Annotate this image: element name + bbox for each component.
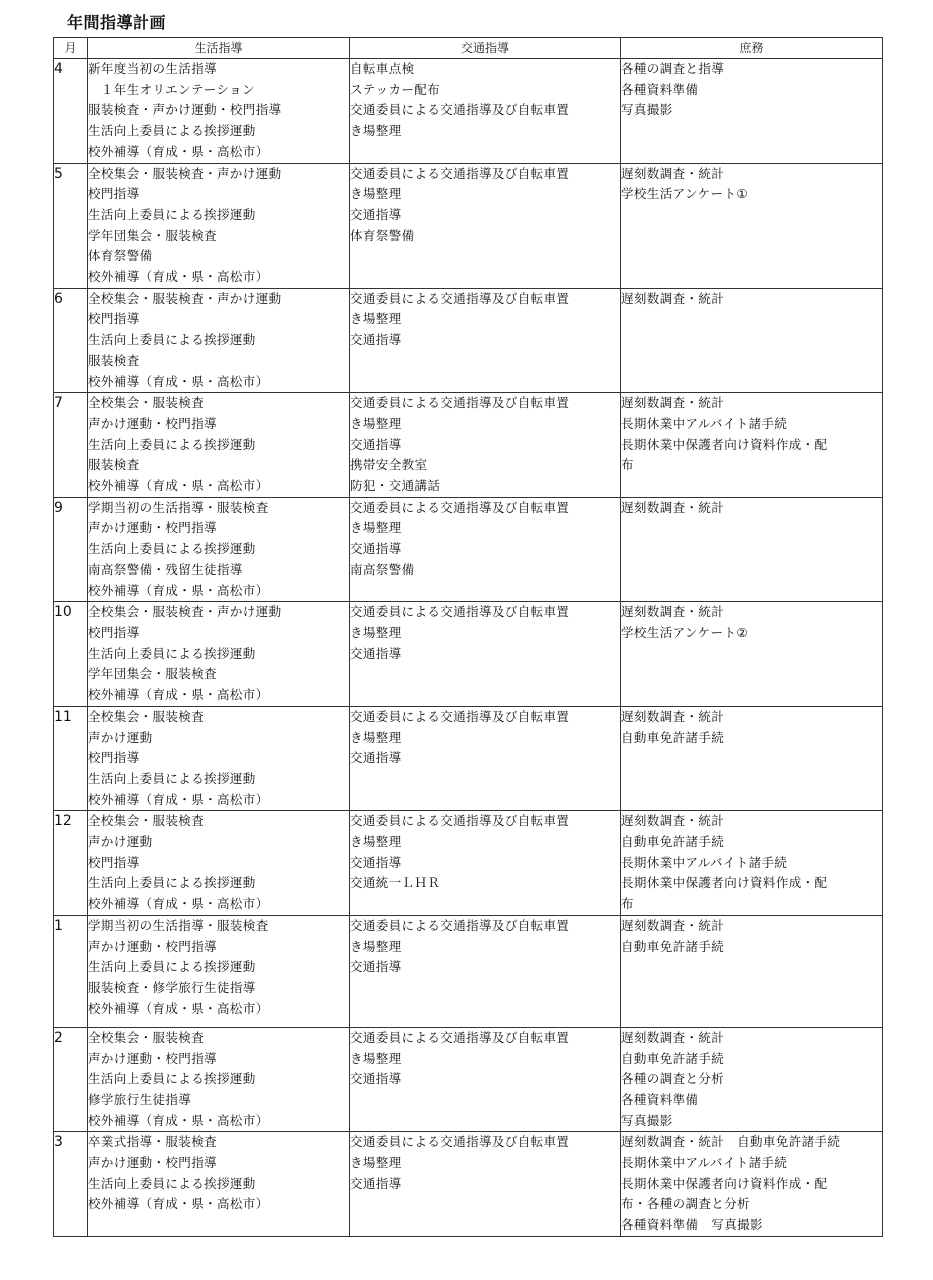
traffic-guidance-cell [350,393,621,498]
cell-line: 校門指導 [88,854,140,870]
cell-line: 各種資料準備 写真撮影 [621,1217,763,1233]
life-guidance-cell [88,1132,350,1237]
cell-line: 生活向上委員による挨拶運動 [88,436,256,452]
cell-line: 学年団集会・服装検査 [88,227,218,243]
life-guidance-cell [88,706,350,811]
traffic-guidance-cell [350,59,621,164]
life-guidance-cell [88,1027,350,1132]
cell-line: 校外補導（育成・県・高松市） [88,143,269,159]
cell-line: 全校集会・服装検査 [88,813,205,829]
cell-line: 交通委員による交通指導及び自転車置 [350,708,570,724]
cell-line: 長期休業中保護者向け資料作成・配 [621,875,828,891]
life-guidance-cell [88,497,350,602]
cell-line: 布 [621,457,634,473]
cell-line: 体育祭警備 [88,248,153,264]
month-cell: 2 [54,1027,88,1132]
header-traffic-guidance: 交通指導 [350,38,621,59]
month-cell: 7 [54,393,88,498]
traffic-guidance-cell [350,915,621,1027]
cell-line: 声かけ運動・校門指導 [88,1050,218,1066]
cell-line: 校外補導（育成・県・高松市） [88,1196,269,1212]
table-row [54,602,883,707]
header-month: 月 [54,38,88,59]
traffic-guidance-cell [350,288,621,393]
cell-line: 学年団集会・服装検査 [88,666,218,682]
cell-line: 交通指導 [350,645,402,661]
cell-line: 自転車点検 [350,61,415,76]
month-cell: 1 [54,915,88,1027]
month-cell: 12 [54,811,88,916]
general-affairs-cell [621,602,883,707]
header-row [54,38,883,59]
cell-line: 交通指導 [350,750,402,766]
life-guidance-cell [88,602,350,707]
traffic-guidance-cell [350,163,621,288]
table-body [54,59,883,1237]
cell-line: 交通指導 [350,541,402,557]
cell-line: 全校集会・服装検査・声かけ運動 [88,290,282,306]
cell-line: 校門指導 [88,186,140,202]
cell-line: き場整理 [350,1050,402,1066]
cell-line: 卒業式指導・服装検査 [88,1134,218,1150]
cell-line: 交通委員による交通指導及び自転車置 [350,290,570,306]
cell-line: 校外補導（育成・県・高松市） [88,582,269,598]
cell-line: 防犯・交通講話 [350,478,441,494]
cell-line: 服装検査 [88,457,140,473]
cell-line: 生活向上委員による挨拶運動 [88,206,256,222]
cell-line: 校外補導（育成・県・高松市） [88,896,269,912]
cell-line: き場整理 [350,834,402,850]
cell-line: 校門指導 [88,311,140,327]
cell-line: 交通委員による交通指導及び自転車置 [350,165,570,181]
cell-line: 各種資料準備 [621,1091,699,1107]
cell-line: 全校集会・服装検査 [88,395,205,411]
cell-line: 全校集会・服装検査 [88,708,205,724]
month-cell: 5 [54,163,88,288]
cell-line: 校外補導（育成・県・高松市） [88,791,269,807]
cell-line: 交通指導 [350,1071,402,1087]
table-row [54,288,883,393]
cell-line: 各種の調査と指導 [621,61,725,76]
table-row [54,1027,883,1132]
cell-line: き場整理 [350,938,402,954]
cell-line: き場整理 [350,311,402,327]
general-affairs-cell [621,1132,883,1237]
traffic-guidance-cell [350,1027,621,1132]
cell-line: 長期休業中アルバイト諸手続 [621,415,788,431]
month-cell: 10 [54,602,88,707]
cell-line: 学校生活アンケート① [621,186,748,202]
cell-line: 体育祭警備 [350,227,415,243]
cell-line: 交通委員による交通指導及び自転車置 [350,395,570,411]
cell-line: １年生オリエンテーション [88,81,255,97]
cell-line: 服装検査・修学旅行生徒指導 [88,979,256,995]
cell-line: 交通委員による交通指導及び自転車置 [350,102,570,118]
cell-line: 全校集会・服装検査・声かけ運動 [88,165,282,181]
cell-line: 自動車免許諸手続 [621,938,725,954]
cell-line: 自動車免許諸手続 [621,1050,725,1066]
cell-line: 校外補導（育成・県・高松市） [88,1112,269,1128]
traffic-guidance-cell [350,1132,621,1237]
cell-line: 遅刻数調査・統計 [621,165,725,181]
cell-line: 服装検査 [88,352,140,368]
cell-line: 校門指導 [88,624,140,640]
cell-line: 生活向上委員による挨拶運動 [88,959,256,975]
cell-line: 交通指導 [350,854,402,870]
cell-line: 全校集会・服装検査 [88,1029,205,1045]
cell-line: 交通指導 [350,206,402,222]
cell-line: 各種の調査と分析 [621,1071,725,1087]
general-affairs-cell [621,706,883,811]
cell-line: 遅刻数調査・統計 [621,395,725,411]
cell-line: 遅刻数調査・統計 [621,499,725,515]
cell-line: 自動車免許諸手続 [621,834,725,850]
cell-line: 遅刻数調査・統計 [621,1029,725,1045]
table-row [54,59,883,164]
month-cell: 3 [54,1132,88,1237]
cell-line: 交通指導 [350,959,402,975]
cell-line: き場整理 [350,729,402,745]
cell-line: 学期当初の生活指導・服装検査 [88,917,269,933]
cell-line: 自動車免許諸手続 [621,729,725,745]
cell-line: 交通指導 [350,332,402,348]
cell-line: き場整理 [350,520,402,536]
cell-line: 全校集会・服装検査・声かけ運動 [88,604,282,620]
table-row [54,497,883,602]
life-guidance-cell [88,915,350,1027]
cell-line: 生活向上委員による挨拶運動 [88,541,256,557]
general-affairs-cell [621,915,883,1027]
cell-line: 長期休業中アルバイト諸手続 [621,854,788,870]
cell-line: 遅刻数調査・統計 [621,708,725,724]
cell-line: 写真撮影 [621,102,673,118]
general-affairs-cell [621,163,883,288]
cell-line: 写真撮影 [621,1112,673,1128]
life-guidance-cell [88,59,350,164]
cell-line: 布・各種の調査と分析 [621,1196,751,1212]
general-affairs-cell [621,59,883,164]
cell-line: 声かけ運動・校門指導 [88,520,218,536]
cell-line: 生活向上委員による挨拶運動 [88,875,256,891]
cell-line: き場整理 [350,123,402,139]
cell-line: 遅刻数調査・統計 [621,917,725,933]
life-guidance-cell [88,811,350,916]
cell-line: ステッカー配布 [350,81,441,97]
cell-line: 南高祭警備・残留生徒指導 [88,561,243,577]
month-cell: 11 [54,706,88,811]
general-affairs-cell [621,393,883,498]
cell-line: 交通委員による交通指導及び自転車置 [350,1029,570,1045]
cell-line: 長期休業中保護者向け資料作成・配 [621,436,828,452]
cell-line: 声かけ運動・校門指導 [88,415,218,431]
cell-line: 生活向上委員による挨拶運動 [88,645,256,661]
life-guidance-cell [88,288,350,393]
cell-line: き場整理 [350,624,402,640]
table-row [54,811,883,916]
cell-line: 声かけ運動・校門指導 [88,1155,218,1171]
cell-line: 校外補導（育成・県・高松市） [88,478,269,494]
general-affairs-cell [621,497,883,602]
cell-line: 交通委員による交通指導及び自転車置 [350,813,570,829]
cell-line: 交通指導 [350,1175,402,1191]
table-row [54,915,883,1027]
cell-line: 生活向上委員による挨拶運動 [88,1175,256,1191]
cell-line: き場整理 [350,415,402,431]
cell-line: 校外補導（育成・県・高松市） [88,687,269,703]
cell-line: 南高祭警備 [350,561,415,577]
traffic-guidance-cell [350,706,621,811]
cell-line: 校門指導 [88,750,140,766]
cell-line: 生活向上委員による挨拶運動 [88,123,256,139]
cell-line: き場整理 [350,186,402,202]
traffic-guidance-cell [350,497,621,602]
general-affairs-cell [621,811,883,916]
cell-line: 校外補導（育成・県・高松市） [88,373,269,389]
table-row [54,393,883,498]
cell-line: き場整理 [350,1155,402,1171]
cell-line: 声かけ運動 [88,834,153,850]
cell-line: 交通統一ＬＨＲ [350,875,441,891]
cell-line: 学期当初の生活指導・服装検査 [88,499,269,515]
cell-line: 生活向上委員による挨拶運動 [88,332,256,348]
header-general-affairs: 庶務 [621,38,883,59]
month-cell: 9 [54,497,88,602]
cell-line: 布 [621,896,634,912]
life-guidance-cell [88,393,350,498]
cell-line: 交通委員による交通指導及び自転車置 [350,917,570,933]
cell-line: 声かけ運動 [88,729,153,745]
cell-line: 遅刻数調査・統計 [621,813,725,829]
cell-line: 生活向上委員による挨拶運動 [88,1071,256,1087]
cell-line: 交通委員による交通指導及び自転車置 [350,604,570,620]
cell-line: 交通指導 [350,436,402,452]
table-row [54,706,883,811]
table-row [54,1132,883,1237]
cell-line: 校外補導（育成・県・高松市） [88,269,269,285]
header-life-guidance: 生活指導 [88,38,350,59]
page-title: 年間指導計画 [67,13,167,32]
cell-line: 服装検査・声かけ運動・校門指導 [88,102,282,118]
traffic-guidance-cell [350,811,621,916]
month-cell: 6 [54,288,88,393]
annual-plan-table [53,37,883,1237]
cell-line: 生活向上委員による挨拶運動 [88,770,256,786]
table-row [54,163,883,288]
cell-line: 交通委員による交通指導及び自転車置 [350,499,570,515]
cell-line: 声かけ運動・校門指導 [88,938,218,954]
general-affairs-cell [621,288,883,393]
general-affairs-cell [621,1027,883,1132]
cell-line: 修学旅行生徒指導 [88,1091,192,1107]
cell-line: 各種資料準備 [621,81,699,97]
cell-line: 学校生活アンケート② [621,624,748,640]
cell-line: 遅刻数調査・統計 自動車免許諸手続 [621,1134,841,1150]
cell-line: 交通委員による交通指導及び自転車置 [350,1134,570,1150]
cell-line: 校外補導（育成・県・高松市） [88,1000,269,1016]
month-cell: 4 [54,59,88,164]
cell-line: 携帯安全教室 [350,457,428,473]
cell-line: 新年度当初の生活指導 [88,61,218,76]
cell-line: 遅刻数調査・統計 [621,604,725,620]
traffic-guidance-cell [350,602,621,707]
life-guidance-cell [88,163,350,288]
cell-line: 長期休業中アルバイト諸手続 [621,1155,788,1171]
cell-line: 遅刻数調査・統計 [621,290,725,306]
cell-line: 長期休業中保護者向け資料作成・配 [621,1175,828,1191]
